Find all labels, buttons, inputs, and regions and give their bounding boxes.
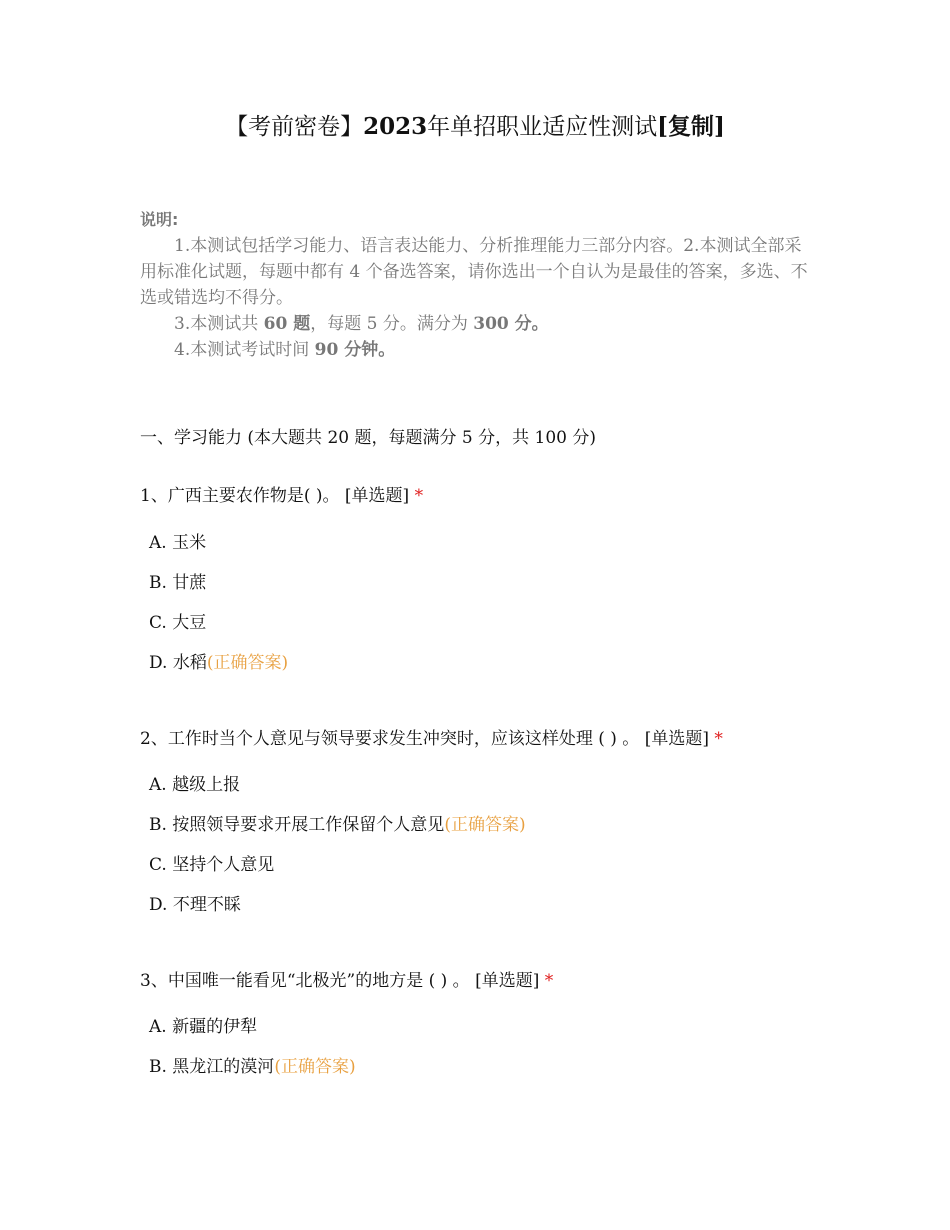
option-2a[interactable] (149, 772, 240, 798)
question-text: 2、工作时当个人意见与领导要求发生冲突时，应该这样处理 ( ) 。 (140, 729, 640, 749)
required-mark: * (714, 729, 723, 749)
option-1b[interactable] (149, 570, 206, 596)
instructions-text: 3.本测试共 (174, 314, 264, 334)
instructions-line-1: 1.本测试包括学习能力、语言表达能力、分析推理能力三部分内容。2.本测试全部采用标准化试题，每题中都有 4 个备选答案，请你选出一个自认为是最佳的答案，多选、不选或错选均不得分。 (140, 236, 808, 308)
question-type: [单选题] (344, 486, 410, 506)
option-text: A. 新疆的伊犁 (149, 1017, 258, 1037)
instructions-text: ，每题 5 分。满分为 (310, 314, 474, 334)
option-2d[interactable] (149, 892, 241, 918)
option-text: B. 按照领导要求开展工作保留个人意见 (149, 815, 445, 835)
option-2b[interactable] (149, 812, 526, 838)
page-title (0, 110, 950, 144)
option-1a[interactable] (149, 530, 206, 556)
correct-answer-label: (正确答案) (274, 1057, 356, 1077)
required-mark: * (414, 486, 424, 506)
instructions-text: 4.本测试考试时间 (174, 340, 315, 360)
question-count: 60 题 (263, 314, 311, 334)
question-1 (140, 483, 423, 509)
correct-answer-label: (正确答案) (444, 815, 526, 835)
section-heading: 一、学习能力 (本大题共 20 题，每题满分 5 分，共 100 分) (140, 428, 596, 448)
option-text: C. 坚持个人意见 (149, 855, 275, 875)
option-text: A. 越级上报 (149, 775, 241, 795)
question-text: 1、广西主要农作物是( )。 (140, 486, 340, 506)
title-year: 2023 (363, 113, 428, 140)
question-3 (140, 968, 553, 994)
option-text: C. 大豆 (149, 613, 207, 633)
question-type: [单选题] (644, 729, 709, 749)
option-text: A. 玉米 (149, 533, 207, 553)
option-text: D. 水稻 (149, 653, 207, 673)
instructions-line-3 (140, 337, 815, 363)
title-middle: 年单招职业适应性测试 (427, 114, 658, 140)
option-3b[interactable] (149, 1054, 356, 1080)
question-2 (140, 726, 723, 752)
exam-duration: 90 分钟。 (314, 340, 396, 360)
option-1c[interactable] (149, 610, 206, 636)
title-suffix: [复制] (657, 113, 725, 140)
instructions-line-2 (140, 311, 815, 337)
required-mark: * (544, 971, 554, 991)
instructions-label: 说明: (140, 210, 179, 229)
correct-answer-label: (正确答案) (206, 653, 289, 673)
title-prefix: 【考前密卷】 (225, 114, 364, 140)
option-2c[interactable] (149, 852, 274, 878)
question-type: [单选题] (475, 971, 540, 991)
instructions (140, 207, 815, 363)
total-score: 300 分。 (473, 314, 549, 334)
option-1d[interactable] (149, 650, 288, 676)
option-3a[interactable] (149, 1014, 257, 1040)
question-text: 3、中国唯一能看见“北极光”的地方是 ( ) 。 (140, 971, 470, 991)
option-text: B. 黑龙江的漠河 (149, 1057, 275, 1077)
option-text: D. 不理不睬 (149, 895, 241, 915)
option-text: B. 甘蔗 (149, 573, 207, 593)
